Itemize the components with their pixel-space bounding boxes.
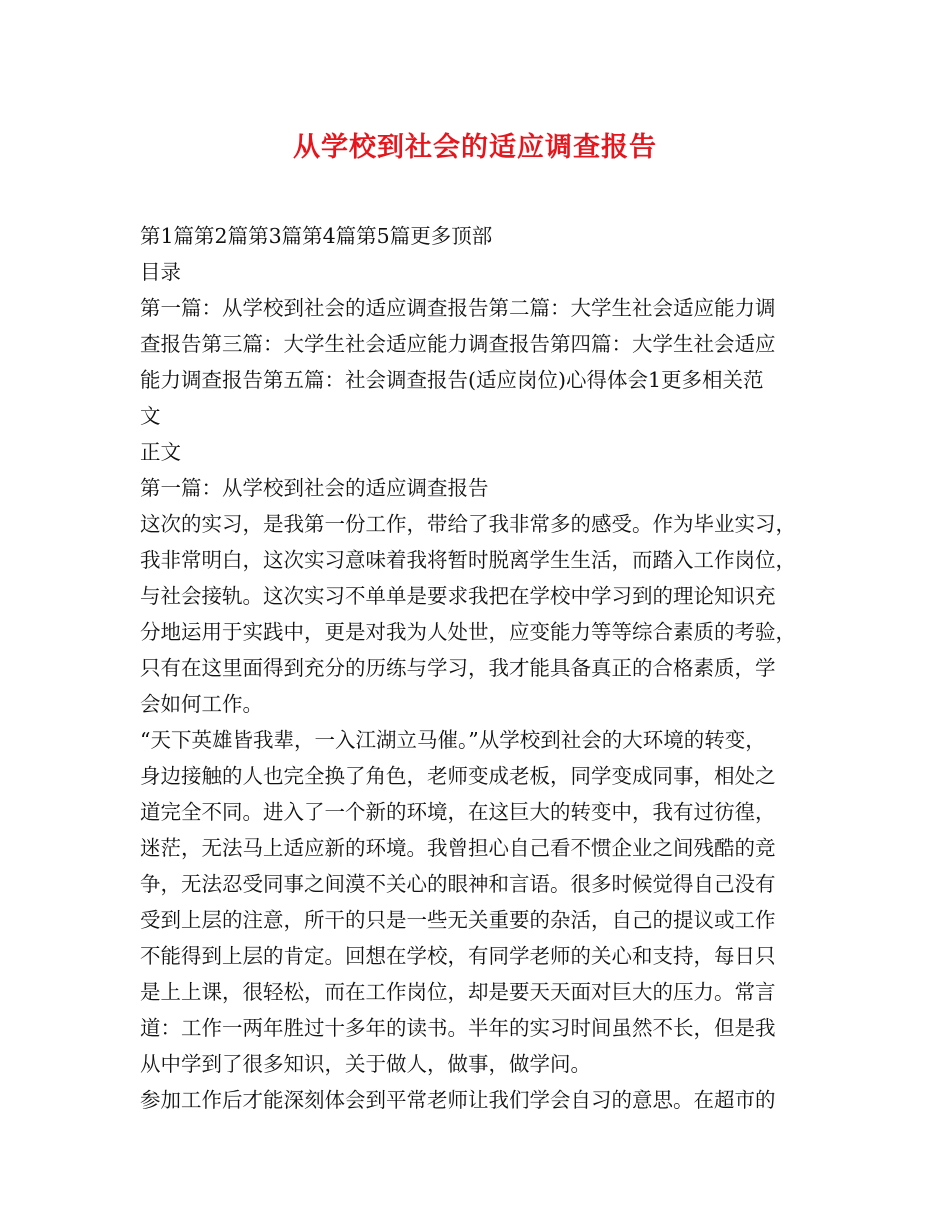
text-line: 道：工作一两年胜过十多年的读书。半年的实习时间虽然不长，但是我	[140, 1016, 776, 1040]
text-line: 道完全不同。进入了一个新的环境，在这巨大的转变中，我有过彷徨，	[140, 800, 776, 824]
text-line: 能力调查报告第五篇：社会调查报告(适应岗位)心得体会1更多相关范	[140, 368, 764, 392]
text-line: 与社会接轨。这次实习不单单是要求我把在学校中学习到的理论知识充	[140, 584, 776, 608]
text-line: 争，无法忍受同事之间漠不关心的眼神和言语。很多时候觉得自己没有	[140, 872, 776, 896]
text-line: 第一篇：从学校到社会的适应调查报告第二篇：大学生社会适应能力调	[140, 296, 776, 320]
document-title: 从学校到社会的适应调查报告	[293, 132, 657, 163]
text-line: 从中学到了很多知识，关于做人，做事，做学问。	[140, 1052, 591, 1076]
document-body	[140, 218, 815, 1118]
text-line: 会如何工作。	[140, 692, 263, 716]
text-line: 身边接触的人也完全换了角色，老师变成老板，同学变成同事，相处之	[140, 764, 776, 788]
text-line: 只有在这里面得到充分的历练与学习，我才能具备真正的合格素质，学	[140, 656, 776, 680]
text-line: 第一篇：从学校到社会的适应调查报告	[140, 476, 489, 500]
text-line: 参加工作后才能深刻体会到平常老师让我们学会自习的意思。在超市的	[140, 1088, 776, 1112]
text-line: “天下英雄皆我辈，一入江湖立马催。”从学校到社会的大环境的转变，	[140, 728, 766, 752]
text-line: 受到上层的注意，所干的只是一些无关重要的杂活，自己的提议或工作	[140, 908, 776, 932]
text-line: 分地运用于实践中，更是对我为人处世，应变能力等等综合素质的考验，	[140, 620, 796, 644]
text-line: 迷茫，无法马上适应新的环境。我曾担心自己看不惯企业之间残酷的竞	[140, 836, 776, 860]
text-line: 是上上课，很轻松，而在工作岗位，却是要天天面对巨大的压力。常言	[140, 980, 776, 1004]
text-line: 查报告第三篇：大学生社会适应能力调查报告第四篇：大学生社会适应	[140, 332, 776, 356]
text-line: 第1篇第2篇第3篇第4篇第5篇更多顶部	[140, 224, 493, 248]
text-line: 这次的实习，是我第一份工作，带给了我非常多的感受。作为毕业实习，	[140, 512, 796, 536]
text-line: 正文	[140, 440, 181, 464]
text-line: 文	[140, 404, 161, 428]
text-line: 我非常明白，这次实习意味着我将暂时脱离学生生活，而踏入工作岗位，	[140, 548, 796, 572]
text-line: 不能得到上层的肯定。回想在学校，有同学老师的关心和支持，每日只	[140, 944, 776, 968]
text-line: 目录	[140, 260, 181, 284]
